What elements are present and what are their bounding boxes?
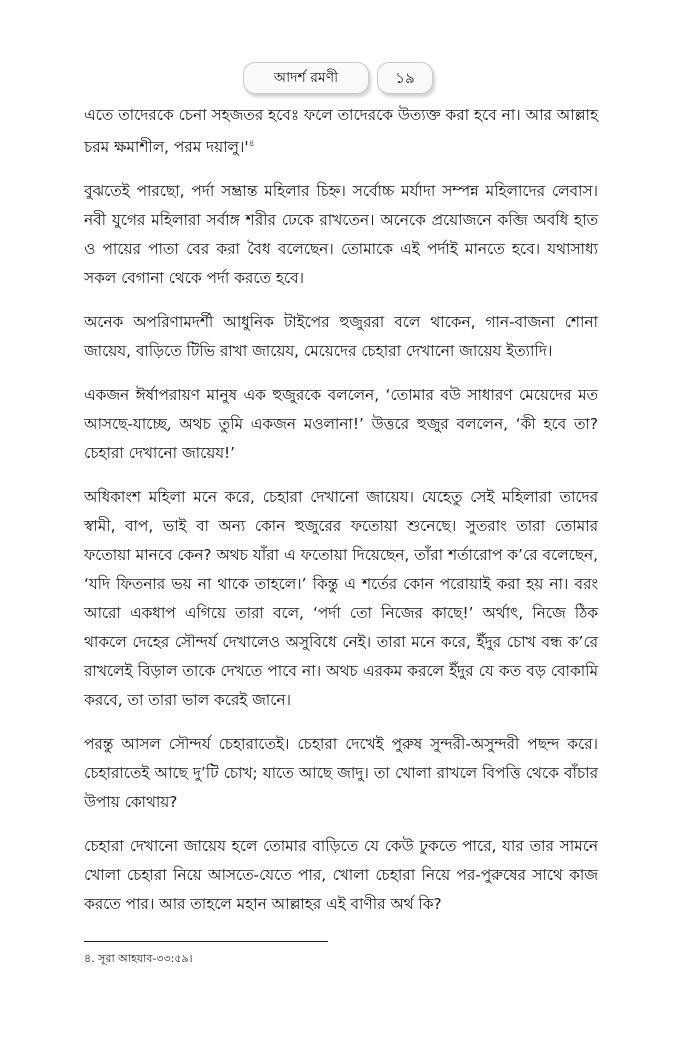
running-title: আদর্শ রমণী [243,62,369,94]
footnote: ৪. সূরা আহযাব-৩৩:৫৯। [84,952,193,965]
paragraph-6: পরন্তু আসল সৌন্দর্য চেহারাতেই। চেহারা দেখেই পুরুষ সুন্দরী-অসুন্দরী পছন্দ করে। চেহারাতেই আছে দু’টি চোখ; যাতে আছে জাদু। তা খোলা রাখলে বিপত্তি থেকে বাঁচার উপায় কোথায়? [84,735,598,812]
paragraph-7: চেহারা দেখানো জায়েয হলে তোমার বাড়িতে যে কেউ ঢুকতে পারে, যার তার সামনে খোলা চেহারা নিয়ে আসতে-যেতে পার, খোলা চেহারা নিয়ে পর-পুরুষের সাথে কাজ করতে পার। আর তাহলে মহান আল্লাহর এই বাণীর অর্থ কি? [84,837,598,914]
page-number: ১৯ [377,62,433,94]
body-text [84,101,598,934]
paragraph-1-text: এতে তাদেরকে চেনা সহজতর হবেঃ ফলে তাদেরকে উত্যক্ত করা হবে না। আর আল্লাহ চরম ক্ষমাশীল, পরম দয়ালু।' [84,106,598,157]
footnote-divider [84,941,328,942]
paragraph-1 [84,101,598,162]
paragraph-5: অধিকাংশ মহিলা মনে করে, চেহারা দেখানো জায়েয। যেহেতু সেই মহিলারা তাদের স্বামী, বাপ, ভাই বা অন্য কোন হুজুরের ফতোয়া শুনেছে। সুতরাং তারা তোমার ফতোয়া মানবে কেন? অথচ যাঁরা এ ফতোয়া দিয়েছেন, তাঁরা শর্তারোপ ক’রে বলেছেন, ‘যদি ফিতনার ভয় না থাকে তাহলে।’ কিন্তু এ শর্তের কোন পরোয়াই করা হয় না। বরং আরো একধাপ এগিয়ে তারা বলে, ‘পর্দা তো নিজের কাছে!’ অর্থাৎ, নিজে ঠিক থাকলে দেহের সৌন্দর্য দেখালেও অসুবিধে নেই। তারা মনে করে, ইঁদুর চোখ বন্ধ ক’রে রাখলেই বিড়াল তাকে দেখতে পাবে না। অথচ এরকম করলে ইঁদুর যে কত বড় বোকামি করবে, তা তারা ভাল করেই জানে। [84,488,598,710]
paragraph-3: অনেক অপরিণামদর্শী আধুনিক টাইপের হুজুররা বলে থাকেন, গান-বাজনা শোনা জায়েয, বাড়িতে টিভি রাখা জায়েয, মেয়েদের চেহারা দেখানো জায়েয ইত্যাদি। [84,313,598,361]
paragraph-2: বুঝতেই পারছো, পর্দা সম্ভ্রান্ত মহিলার চিহ্ন। সর্বোচ্চ মর্যাদা সম্পন্ন মহিলাদের লেবাস। নবী যুগের মহিলারা সর্বাঙ্গ শরীর ঢেকে রাখতেন। অনেকে প্রয়োজনে কব্জি অবধি হাত ও পায়ের পাতা বের করা বৈধ বলেছেন। তোমাকে এই পর্দাই মানতে হবে। যথাসাধ্য সকল বেগানা থেকে পর্দা করতে হবে। [84,182,598,288]
footnote-reference: ৪ [248,139,255,149]
paragraph-4: একজন ঈর্ষাপরায়ণ মানুষ এক হুজুরকে বললেন, ‘তোমার বউ সাধারণ মেয়েদের মত আসছে-যাচ্ছে, অথচ তুমি একজন মওলানা!’ উত্তরে হুজুর বললেন, ‘কী হবে তা? চেহারা দেখানো জায়েয!’ [84,386,598,463]
running-header [0,62,681,96]
